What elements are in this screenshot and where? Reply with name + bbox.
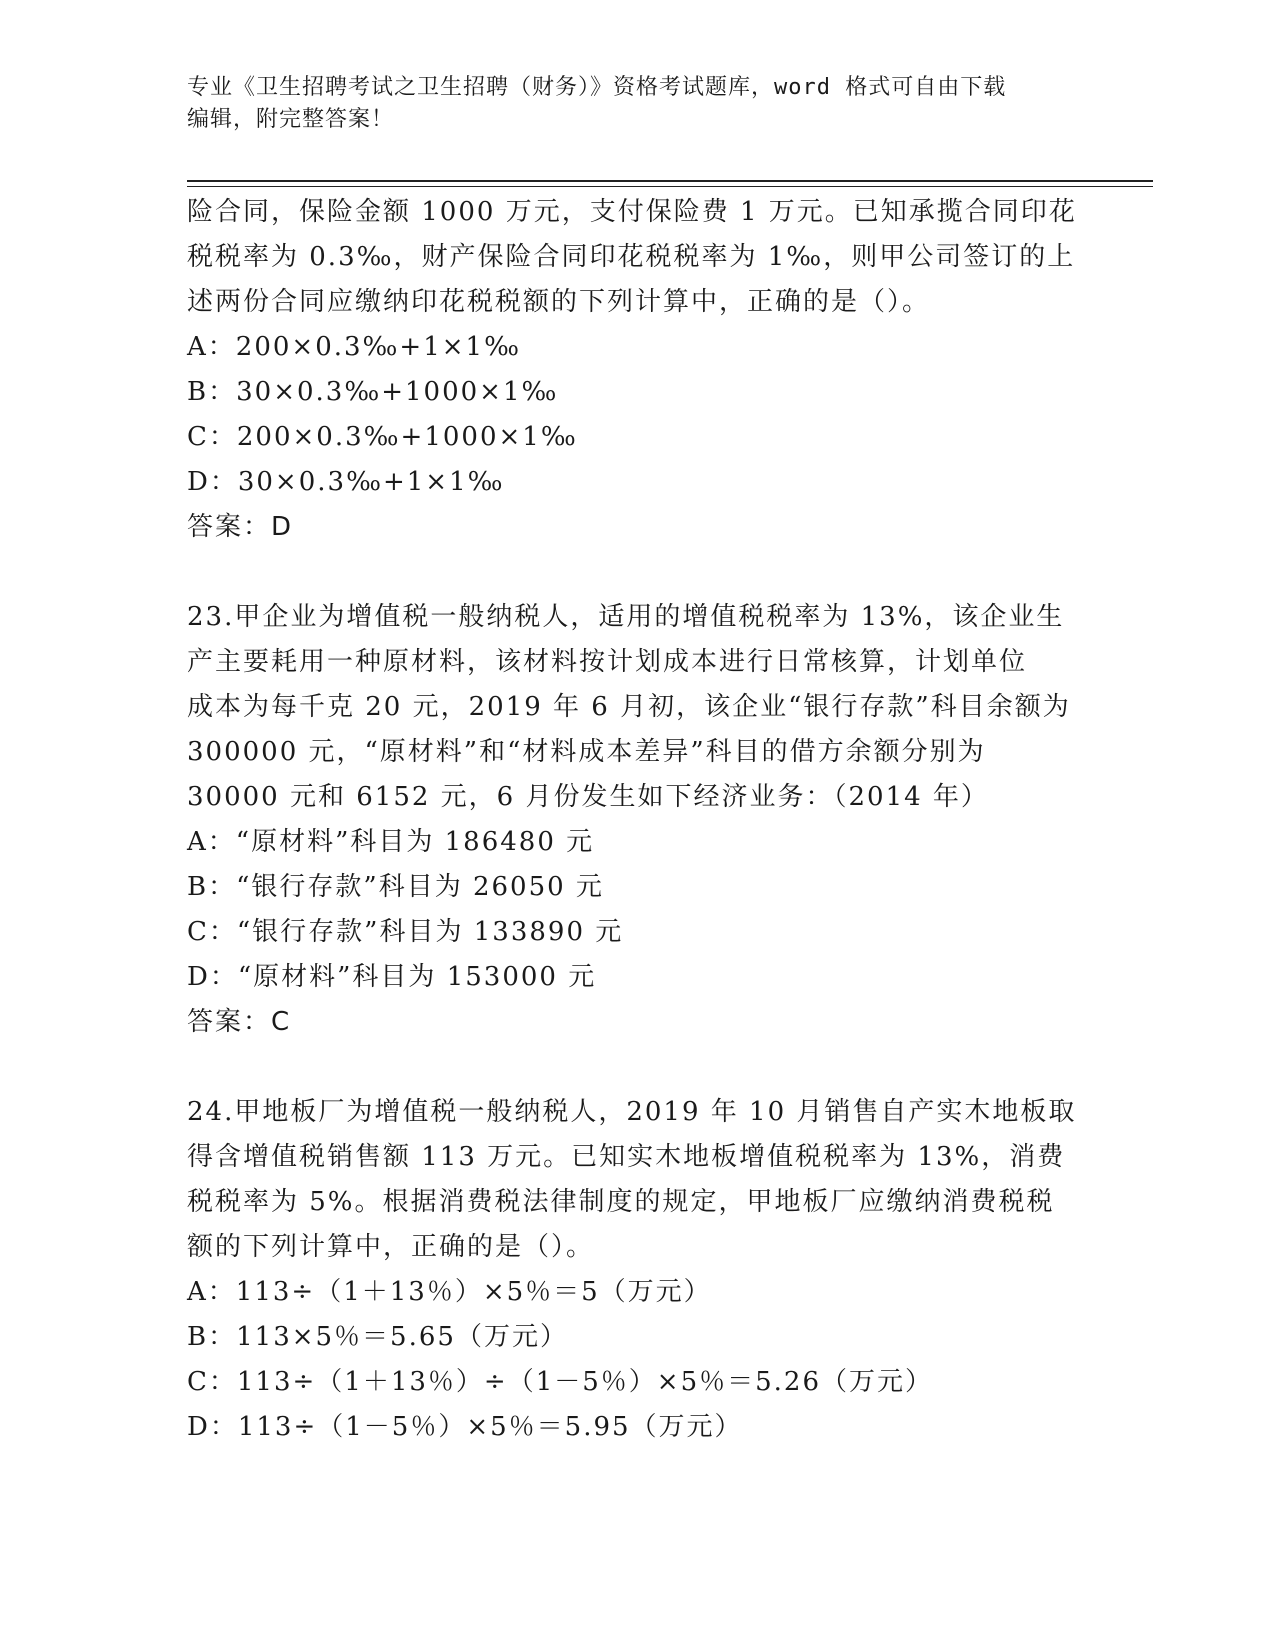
stem-line: 24.甲地板厂为增值税一般纳税人，2019 年 10 月销售自产实木地板取 <box>187 1097 1077 1127</box>
option-c: C：“银行存款”科目为 133890 元 <box>187 917 624 947</box>
option-b: B：30×0.3‰+1000×1‰ <box>187 377 559 407</box>
stem-line: 得含增值税销售额 113 万元。已知实木地板增值税税率为 13%，消费 <box>187 1142 1066 1172</box>
stem-line: 税税率为 5%。根据消费税法律制度的规定，甲地板厂应缴纳消费税税 <box>187 1187 1055 1217</box>
header-line-1: 专业《卫生招聘考试之卫生招聘（财务）》资格考试题库，word 格式可自由下载 <box>187 75 1007 100</box>
option-a: A：200×0.3‰+1×1‰ <box>187 332 521 362</box>
document-header <box>187 72 1087 136</box>
stem-line: 险合同，保险金额 1000 万元，支付保险费 1 万元。已知承揽合同印花 <box>187 197 1077 227</box>
question-24 <box>187 1090 1107 1450</box>
option-a: A：“原材料”科目为 186480 元 <box>187 827 595 857</box>
option-b: B：“银行存款”科目为 26050 元 <box>187 872 604 902</box>
stem-line: 30000 元和 6152 元，6 月份发生如下经济业务：（2014 年） <box>187 782 989 812</box>
header-rule-thick <box>187 180 1153 182</box>
option-d: D：“原材料”科目为 153000 元 <box>187 962 597 992</box>
option-c: C：113÷（1＋13％）÷（1－5％）×5％＝5.26（万元） <box>187 1367 934 1397</box>
option-a: A：113÷（1＋13％）×5％＝5（万元） <box>187 1277 712 1307</box>
stem-line: 产主要耗用一种原材料，该材料按计划成本进行日常核算，计划单位 <box>187 647 1028 677</box>
question-stem <box>187 190 1107 325</box>
question-23 <box>187 595 1107 1045</box>
option-c: C：200×0.3‰+1000×1‰ <box>187 422 578 452</box>
option-d: D：30×0.3‰+1×1‰ <box>187 467 505 497</box>
stem-line: 300000 元，“原材料”和“材料成本差异”科目的借方余额分别为 <box>187 737 986 767</box>
spacer <box>187 1045 1107 1090</box>
question-stem <box>187 595 1107 820</box>
stem-line: 述两份合同应缴纳印花税税额的下列计算中，正确的是（）。 <box>187 287 931 317</box>
option-d: D：113÷（1－5％）×5％＝5.95（万元） <box>187 1412 743 1442</box>
stem-line: 额的下列计算中，正确的是（）。 <box>187 1232 595 1262</box>
header-rule-thin <box>187 186 1153 187</box>
header-line-2: 编辑，附完整答案！ <box>187 107 395 132</box>
option-b: B：113×5％＝5.65（万元） <box>187 1322 568 1352</box>
stem-line: 23.甲企业为增值税一般纳税人，适用的增值税税率为 13%，该企业生 <box>187 602 1065 632</box>
question-22 <box>187 190 1107 550</box>
spacer <box>187 550 1107 595</box>
answer-line: 答案：D <box>187 512 294 542</box>
question-stem <box>187 1090 1107 1270</box>
answer-line: 答案：C <box>187 1007 292 1037</box>
stem-line: 成本为每千克 20 元，2019 年 6 月初，该企业“银行存款”科目余额为 <box>187 692 1071 722</box>
stem-line: 税税率为 0.3‰，财产保险合同印花税税率为 1‰，则甲公司签订的上 <box>187 242 1076 272</box>
document-body <box>187 190 1107 1450</box>
